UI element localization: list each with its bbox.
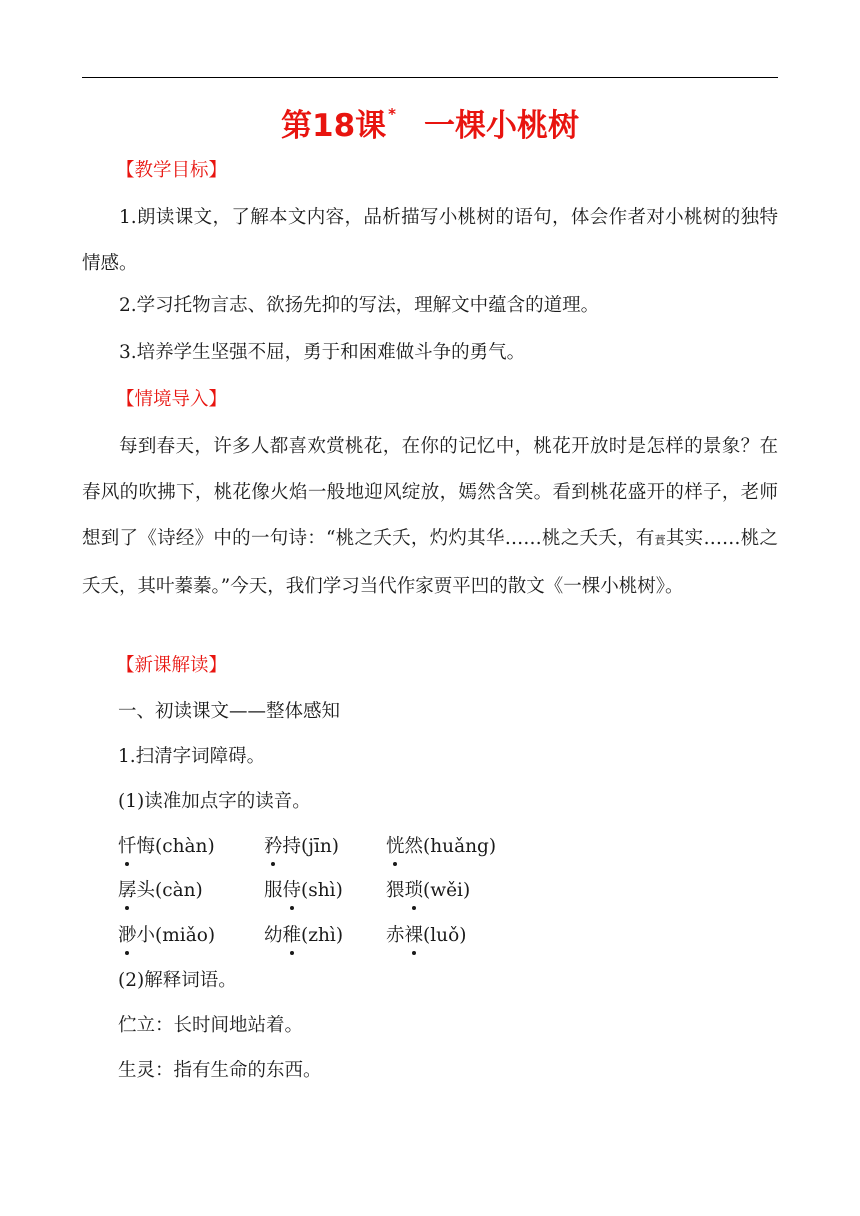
goal-3: 3.培养学生坚强不屈，勇于和困难做斗争的勇气。 [119, 342, 526, 363]
intro-paragraph [82, 424, 778, 610]
goal-1: 1.朗读课文，了解本文内容，品析描写小桃树的语句，体会作者对小桃树的独特情感。 [82, 207, 778, 274]
pinyin-item: 服侍(shì) [264, 868, 386, 914]
section-new: 【新课解读】 [116, 655, 228, 676]
section-goals: 【教学目标】 [116, 160, 228, 181]
pinyin-item: 忏悔(chàn) [118, 824, 264, 870]
pinyin-item: 渺小(miǎo) [118, 913, 264, 959]
definition-2: 生灵：指有生命的东西。 [118, 1060, 322, 1081]
intro-text-2: 其实……桃之夭夭，其叶蓁蓁。”今天，我们学习当代作家贾平凹的散文《一棵小桃树》。 [82, 528, 778, 597]
section-intro: 【情境导入】 [116, 389, 228, 410]
pinyin-item: 孱头(càn) [118, 868, 264, 914]
pinyin-row-3 [118, 913, 466, 959]
intro-small-char: 蕡 [654, 534, 666, 547]
pinyin-item: 赤裸(luǒ) [386, 913, 466, 959]
lesson-number: 第18课 [281, 108, 387, 144]
pinyin-item: 恍然(huǎng) [386, 824, 496, 870]
pinyin-item: 猥琐(wěi) [386, 868, 470, 914]
pinyin-item: 矜持(jīn) [264, 824, 386, 870]
step-1b: (2)解释词语。 [118, 970, 237, 991]
goal-2: 2.学习托物言志、欲扬先抑的写法，理解文中蕴含的道理。 [119, 295, 600, 316]
definition-1: 伫立：长时间地站着。 [118, 1015, 304, 1036]
intro-text-1: 每到春天，许多人都喜欢赏桃花，在你的记忆中，桃花开放时是怎样的景象？在春风的吹拂下，桃花像火焰一般地迎风绽放，嫣然含笑。看到桃花盛开的样子，老师想到了《诗经》中的一句诗：“桃之夭夭，灼灼其华……桃之夭夭，有 [82, 436, 778, 549]
lesson-title [0, 104, 860, 148]
reading-heading: 一、初读课文——整体感知 [118, 701, 341, 722]
step-1a: (1)读准加点字的读音。 [118, 791, 311, 812]
lesson-name: 一棵小桃树 [424, 108, 579, 144]
header-rule [82, 77, 778, 78]
pinyin-row-2 [118, 868, 470, 914]
pinyin-item: 幼稚(zhì) [264, 913, 386, 959]
step-1: 1.扫清字词障碍。 [118, 746, 266, 767]
pinyin-row-1 [118, 824, 496, 870]
lesson-star: * [388, 105, 396, 123]
